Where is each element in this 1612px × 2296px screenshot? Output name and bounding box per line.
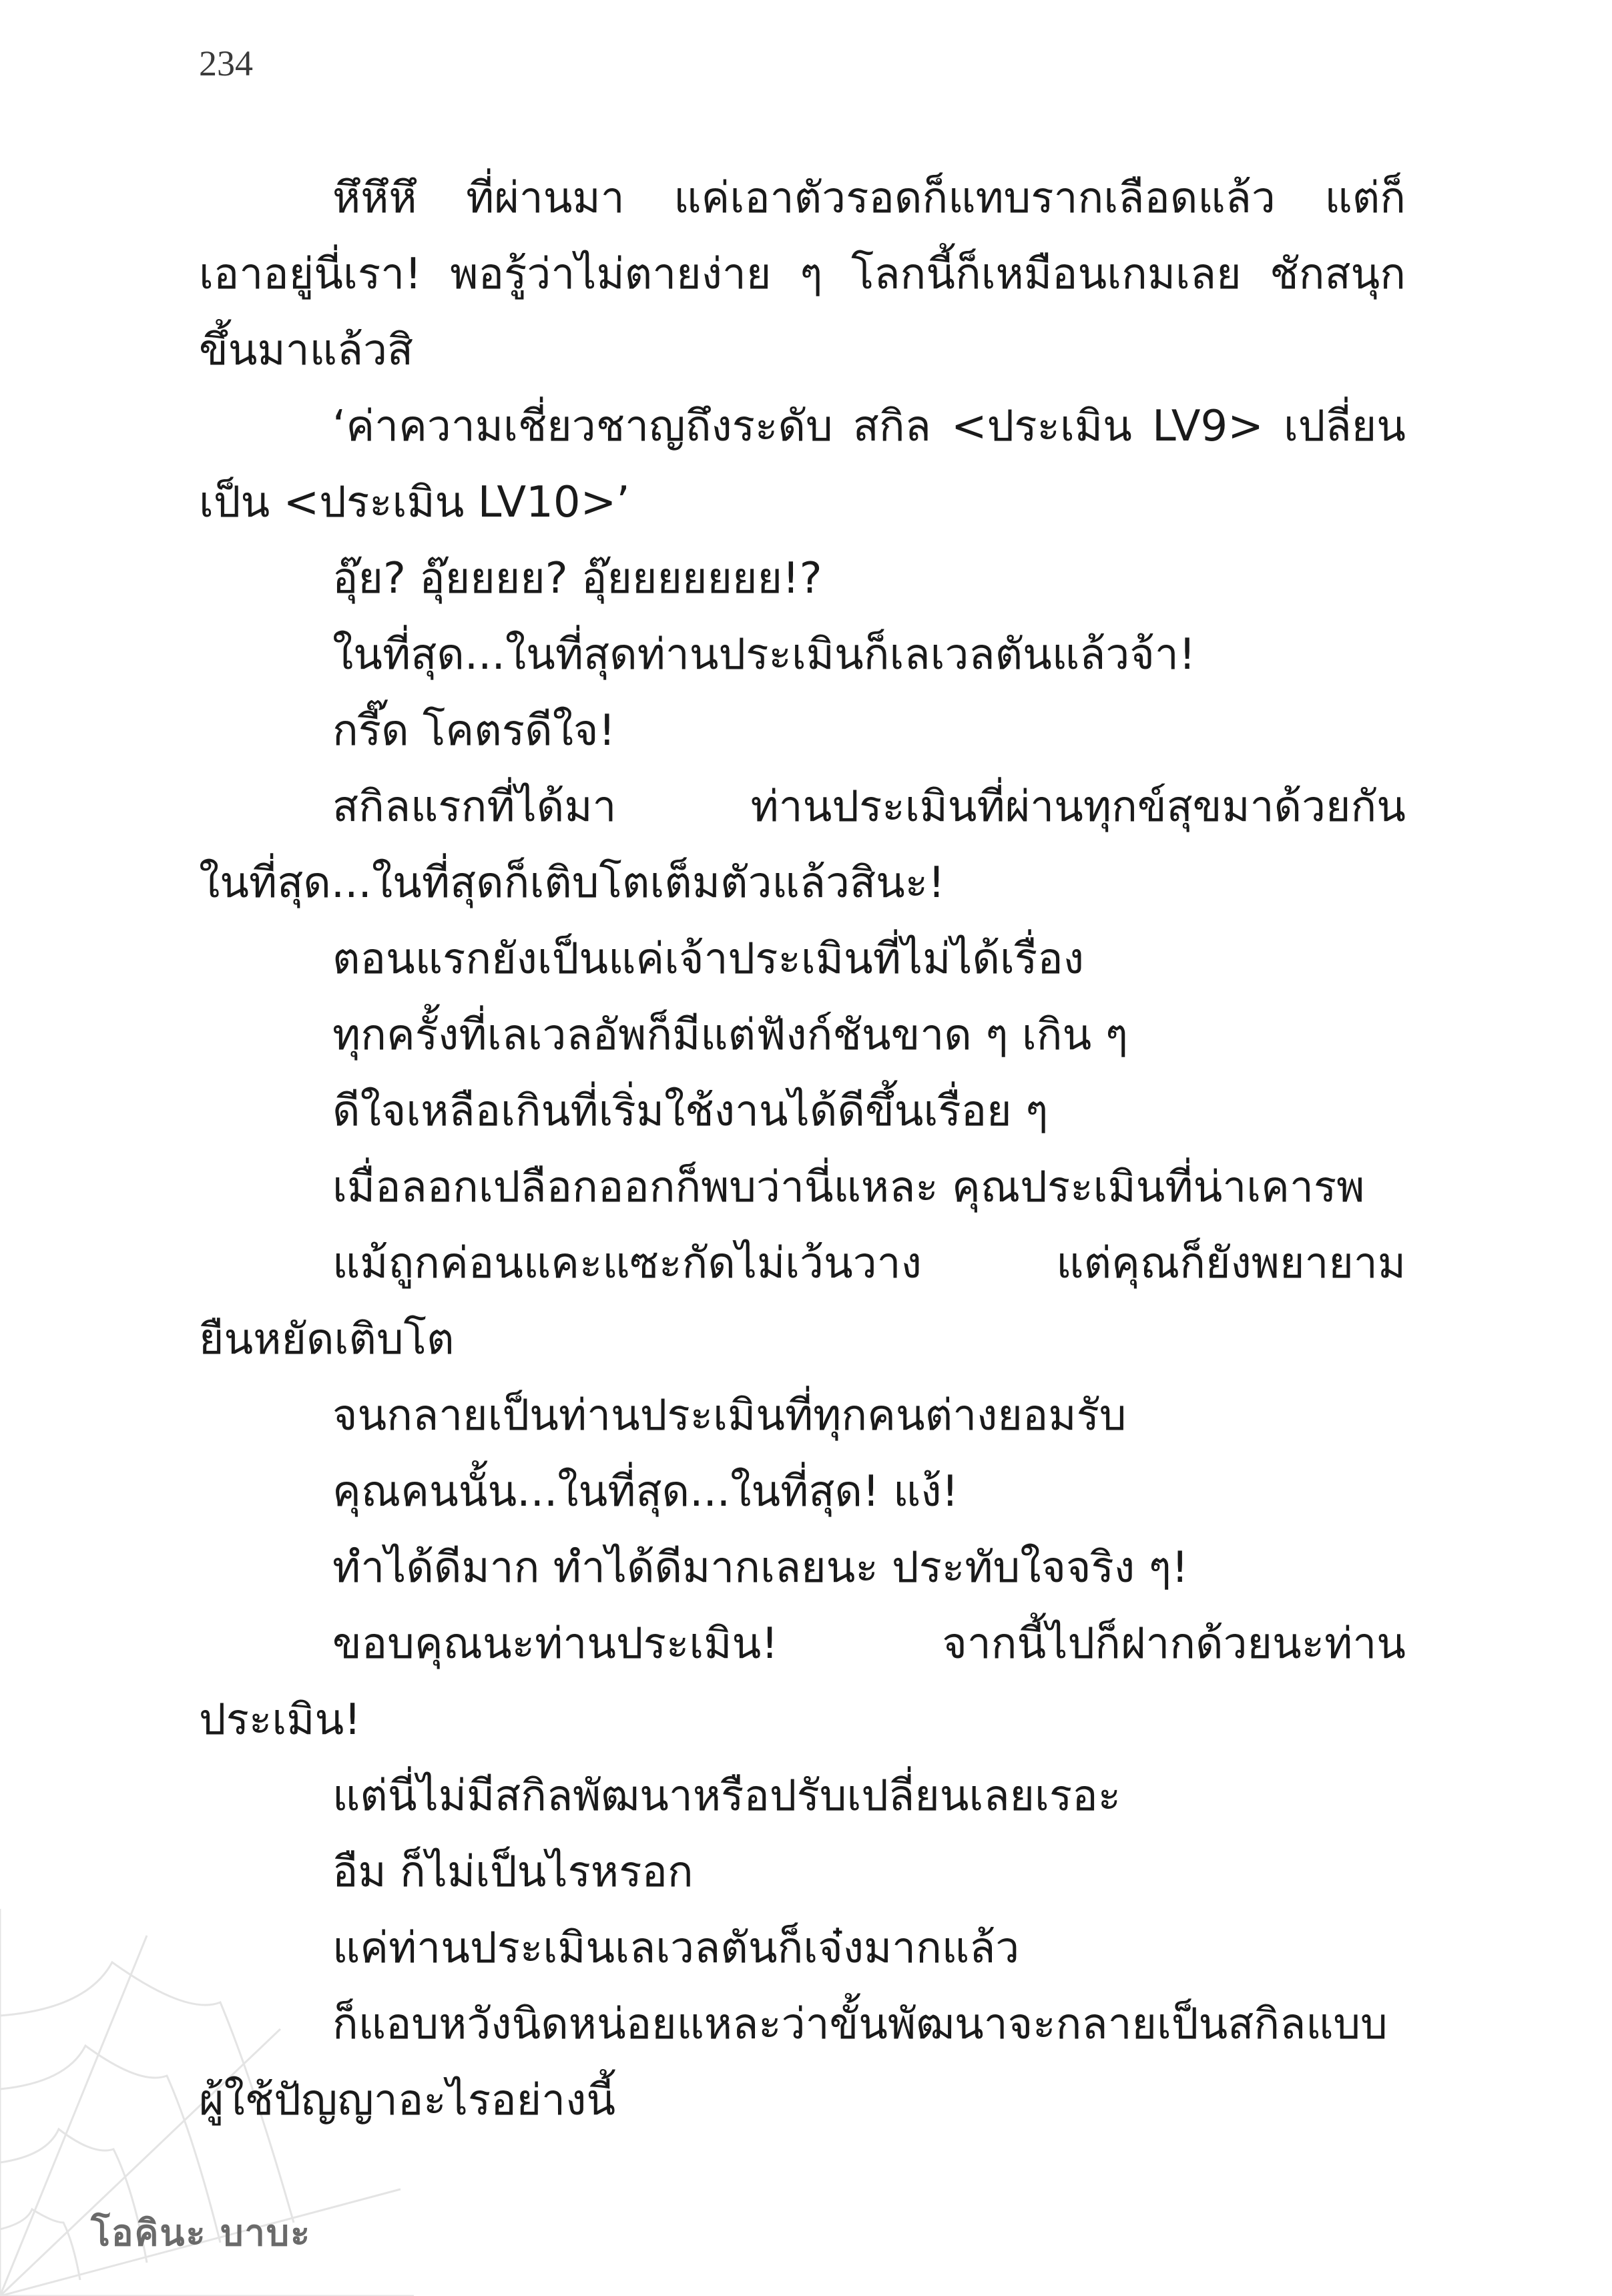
text-line: ทำได้ดีมาก ทำได้ดีมากเลยนะ ประทับใจจริง ๆ! — [332, 1543, 1189, 1593]
text-line: ในที่สุด...ในที่สุดท่านประเมินก็เลเวลตันแล้วจ้า! — [332, 630, 1196, 679]
text-line: ในที่สุด...ในที่สุดก็เติบโตเต็มตัวแล้วสินะ! — [199, 858, 945, 908]
text-line: ประเมิน! — [199, 1695, 361, 1745]
text-line: ขอบคุณนะท่านประเมิน! จากนี้ไปก็ฝากด้วยนะท่าน — [332, 1619, 1406, 1669]
text-line: จนกลายเป็นท่านประเมินที่ทุกคนต่างยอมรับ — [332, 1391, 1127, 1440]
text-line: คุณคนนั้น...ในที่สุด...ในที่สุด! แง้! — [332, 1467, 959, 1516]
text-line: ทุกครั้งที่เลเวลอัพก็มีแต่ฟังก์ชันขาด ๆ เกิน ๆ — [332, 1011, 1128, 1060]
text-line: เป็น <ประเมิน LV10>’ — [199, 478, 630, 527]
text-line: เอาอยู่นี่เรา! พอรู้ว่าไม่ตายง่าย ๆ โลกนี้ก็เหมือนเกมเลย ชักสนุก — [199, 250, 1406, 299]
author-name: โอคินะ บาบะ — [91, 2212, 312, 2254]
text-line: ดีใจเหลือเกินที่เริ่มใช้งานได้ดีขึ้นเรื่อย ๆ — [332, 1087, 1049, 1136]
text-line: สกิลแรกที่ได้มา ท่านประเมินที่ผ่านทุกข์สุขมาด้วยกัน — [332, 782, 1406, 832]
text-line: ก็แอบหวังนิดหน่อยแหละว่าขั้นพัฒนาจะกลายเป็นสกิลแบบ — [332, 2000, 1388, 2049]
text-line: อืม ก็ไม่เป็นไรหรอก — [332, 1847, 694, 1897]
text-line: ‘ค่าความเชี่ยวชาญถึงระดับ สกิล <ประเมิน LV9> เปลี่ยน — [332, 402, 1406, 451]
body-text — [199, 160, 1406, 2138]
page-number: 234 — [199, 43, 253, 83]
text-line: เมื่อลอกเปลือกออกก็พบว่านี่แหละ คุณประเมินที่น่าเคารพ — [332, 1163, 1365, 1212]
text-line: อุ๊ย? อุ๊ยยยย? อุ๊ยยยยยยย!? — [332, 554, 822, 603]
text-line: ยืนหยัดเติบโต — [199, 1315, 455, 1364]
text-line: ตอนแรกยังเป็นแค่เจ้าประเมินที่ไม่ได้เรื่อง — [332, 934, 1084, 984]
text-line: หึหึหึ ที่ผ่านมา แค่เอาตัวรอดก็แทบรากเลือดแล้ว แต่ก็ — [332, 174, 1406, 223]
text-line: ผู้ใช้ปัญญาอะไรอย่างนี้ — [199, 2076, 616, 2125]
text-line: แม้ถูกค่อนแคะแซะกัดไม่เว้นวาง แต่คุณก็ยังพยายาม — [332, 1239, 1406, 1288]
text-line: ขึ้นมาแล้วสิ — [199, 326, 414, 375]
text-line: แค่ท่านประเมินเลเวลตันก็เจ๋งมากแล้ว — [332, 1924, 1020, 1973]
text-line: กรี๊ด โคตรดีใจ! — [332, 706, 616, 756]
text-line: แต่นี่ไม่มีสกิลพัฒนาหรือปรับเปลี่ยนเลยเรอะ — [332, 1771, 1121, 1821]
